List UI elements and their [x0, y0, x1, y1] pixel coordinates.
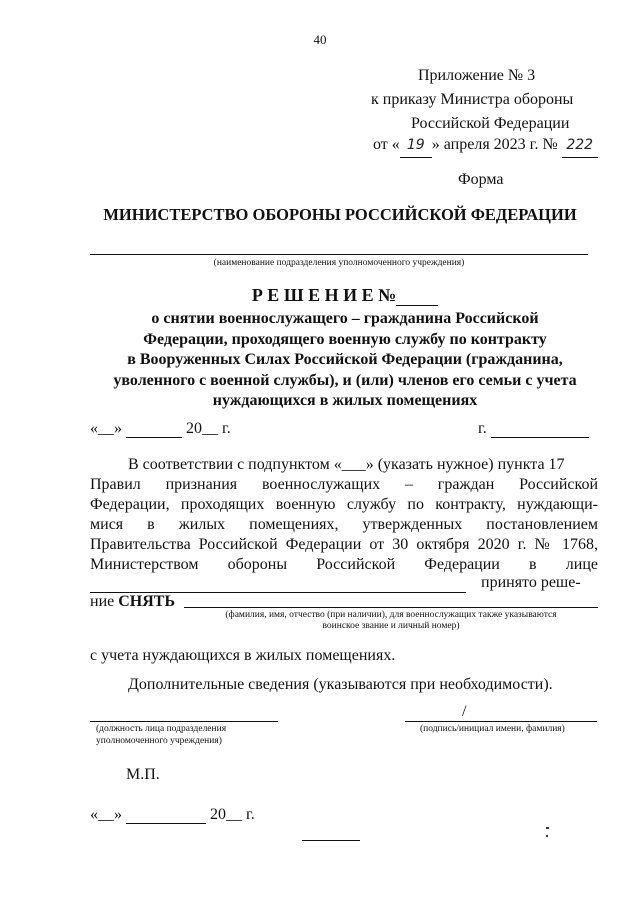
decision-subject	[0, 309, 640, 412]
city-blank	[491, 421, 589, 438]
appendix-order-ref: к приказу Министра обороны	[371, 91, 574, 108]
decision-date: «__» 20__ г.	[90, 420, 231, 437]
position-caption-1: (должность лица подразделения	[96, 724, 227, 734]
body-line-2: Правил признания военнослужащих – граждан Российской	[90, 476, 598, 493]
name-caption-2: воинское звание и личный номер)	[322, 621, 460, 631]
scan-speck	[546, 827, 549, 829]
body-line-1: В соответствии с подпунктом «___» (указать нужное) пункта 17	[128, 456, 565, 473]
month-blank	[126, 421, 182, 438]
body-line-6: Министерством обороны Российской Федерации в лице	[90, 556, 598, 573]
decision-line: в Вооруженных Силах Российской Федерации (гражданина,	[127, 351, 563, 368]
date-mid: » апреля 2023 г. №	[431, 136, 558, 153]
signature-line	[405, 721, 597, 722]
decision-line: о снятии военнослужащего – гражданина Российской	[151, 310, 539, 327]
footer-date: «__» 20__ г.	[90, 806, 255, 823]
appendix-number: Приложение № 3	[418, 67, 536, 84]
bottom-rule	[302, 840, 360, 841]
page-number: 40	[313, 32, 327, 47]
body-line-4: мися в жилых помещениях, утвержденных постановлением	[90, 516, 598, 533]
body-line-8: ние СНЯТЬ	[90, 593, 176, 610]
position-caption-2: уполномоченного учреждения)	[96, 736, 222, 746]
body-line-7: принято реше-	[481, 574, 581, 591]
appendix-federation: Российской Федерации	[411, 115, 570, 132]
signature-slash: /	[462, 703, 467, 720]
decision-line: нуждающихся в жилых помещениях	[212, 392, 478, 409]
remove-keyword: СНЯТЬ	[118, 593, 176, 610]
order-number-handwritten: 222	[562, 133, 598, 158]
footer-month-blank	[126, 807, 206, 824]
additional-info: Дополнительные сведения (указываются при необходимости).	[128, 676, 553, 693]
unit-name-caption: (наименование подразделения уполномоченного учреждения)	[213, 258, 465, 268]
unit-name-line	[90, 254, 588, 255]
decision-city: г.	[478, 420, 589, 438]
body-line-5: Правительства Российской Федерации от 30 октября 2020 г. № 1768,	[90, 536, 598, 553]
ministry-heading: МИНИСТЕРСТВО ОБОРОНЫ РОССИЙСКОЙ ФЕДЕРАЦИИ	[103, 205, 577, 224]
date-day-handwritten: 19	[400, 133, 432, 158]
name-caption-1: (фамилия, имя, отчество (при наличии), для военнослужащих также указываются	[225, 610, 557, 620]
position-line	[90, 721, 278, 722]
scan-speck	[546, 835, 548, 837]
body-line-9: с учета нуждающихся в жилых помещениях.	[90, 647, 396, 664]
body-line-3: Федерации, проходящих военную службу по контракту, нуждающи-	[90, 496, 598, 513]
decision-number-blank	[396, 287, 438, 306]
stamp-place: М.П.	[126, 766, 160, 783]
date-prefix: от «	[373, 136, 400, 153]
form-label: Форма	[458, 171, 504, 188]
decision-title: Р Е Ш Е Н И Е №	[0, 285, 640, 306]
signature-caption: (подпись/инициал имени, фамилия)	[420, 724, 565, 734]
decision-line: уволенного с военной службы), и (или) членов его семьи с учета	[113, 371, 577, 389]
name-line	[184, 607, 598, 608]
decision-line: Федерации, проходящего военную службу по контракту	[143, 330, 547, 348]
appendix-date	[373, 133, 598, 158]
